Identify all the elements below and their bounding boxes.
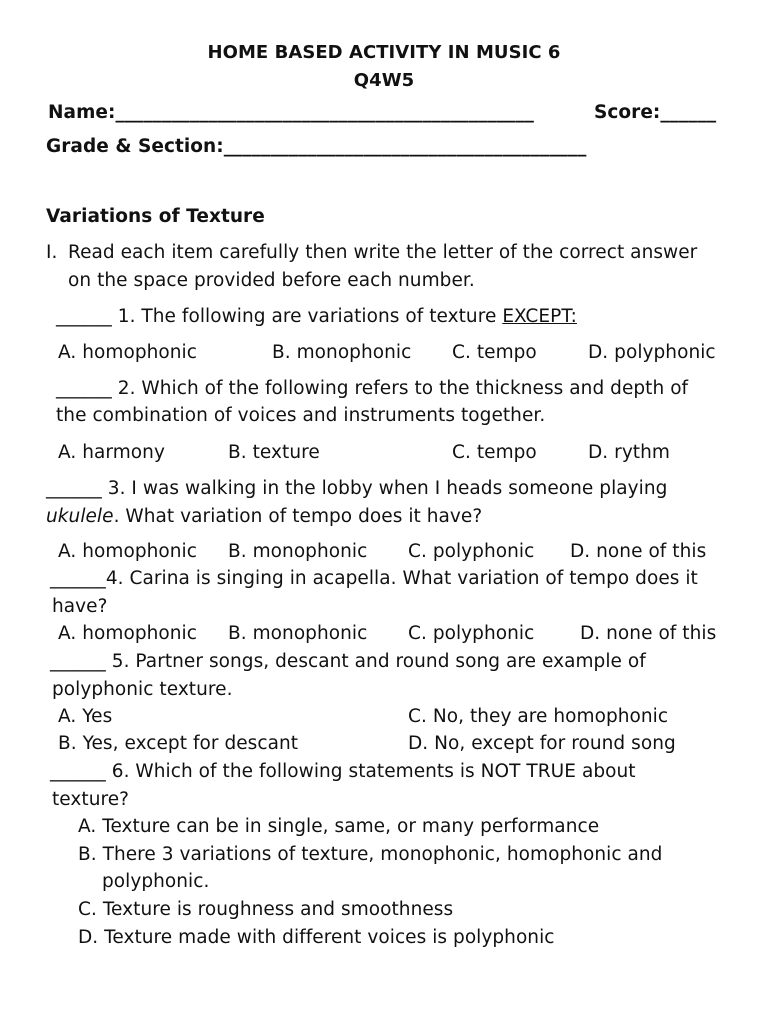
answer-blank: ______ [56,378,112,399]
name-field-label: Name:_____________________________________________ [48,102,534,123]
choice-a: A. homophonic [58,541,197,562]
question-3 [46,480,667,499]
question-1 [56,308,577,327]
italic-word: ukulele [46,506,114,527]
instructions-line-1: Read each item carefully then write the letter of the correct answer [68,242,698,263]
page-title: HOME BASED ACTIVITY IN MUSIC 6 [207,42,561,63]
choice-b-continued: polyphonic. [102,871,210,892]
choice-d: D. rythm [588,442,670,463]
answer-blank: ______ [50,651,106,672]
question-text: 2. Which of the following refers to the thickness and depth of [117,378,689,399]
question-text: . What variation of tempo does it have? [113,506,483,527]
question-text: 3. I was walking in the lobby when I heads someone playing [107,478,668,499]
choice-c: C. No, they are homophonic [408,706,669,727]
choice-b: B. monophonic [228,623,368,644]
question-5-line-2: polyphonic texture. [52,679,233,700]
answer-blank: ______ [56,306,112,327]
question-emphasis: EXCEPT: [502,306,577,327]
question-3-line-2 [46,508,482,527]
choice-a: A. Texture can be in single, same, or many performance [78,816,600,837]
choice-a: A. homophonic [58,623,197,644]
question-6-line-2: texture? [52,789,130,810]
choice-b: B. There 3 variations of texture, monophonic, homophonic and [78,844,663,865]
choice-d: D. polyphonic [588,342,716,363]
question-text: 1. The following are variations of texture [117,306,503,327]
choice-d: D. none of this [580,623,717,644]
question-2-line-2: the combination of voices and instruments together. [56,405,546,426]
answer-blank: ______ [50,568,106,589]
question-5 [50,653,646,672]
choice-d: D. none of this [570,541,707,562]
choice-c: C. tempo [452,342,537,363]
question-text: 6. Which of the following statements is NOT TRUE about [111,761,636,782]
grade-section-field-label: Grade & Section:_______________________________________ [46,136,587,157]
score-field-label: Score:______ [594,102,717,123]
choice-b: B. Yes, except for descant [58,733,299,754]
choice-c: C. tempo [452,442,537,463]
section-title: Variations of Texture [46,206,265,227]
page-subtitle: Q4W5 [353,70,415,91]
choice-a: A. homophonic [58,342,197,363]
choice-a: A. harmony [58,442,165,463]
answer-blank: ______ [50,761,106,782]
choice-a: A. Yes [58,706,113,727]
question-2 [56,380,688,399]
choice-c: C. Texture is roughness and smoothness [78,899,454,920]
question-6 [50,763,636,782]
choice-d: D. No, except for round song [408,733,676,754]
question-text: 5. Partner songs, descant and round song are example of [111,651,646,672]
answer-blank: ______ [46,478,102,499]
choice-c: C. polyphonic [408,623,535,644]
instructions-number: I. [46,242,58,263]
choice-b: B. monophonic [272,342,412,363]
choice-b: B. texture [228,442,320,463]
choice-d: D. Texture made with different voices is polyphonic [78,927,555,948]
instructions-line-2: on the space provided before each number. [68,270,475,291]
question-text: 4. Carina is singing in acapella. What variation of tempo does it [105,568,698,589]
question-4 [50,570,698,589]
question-4-line-2: have? [52,596,108,617]
choice-b: B. monophonic [228,541,368,562]
choice-c: C. polyphonic [408,541,535,562]
